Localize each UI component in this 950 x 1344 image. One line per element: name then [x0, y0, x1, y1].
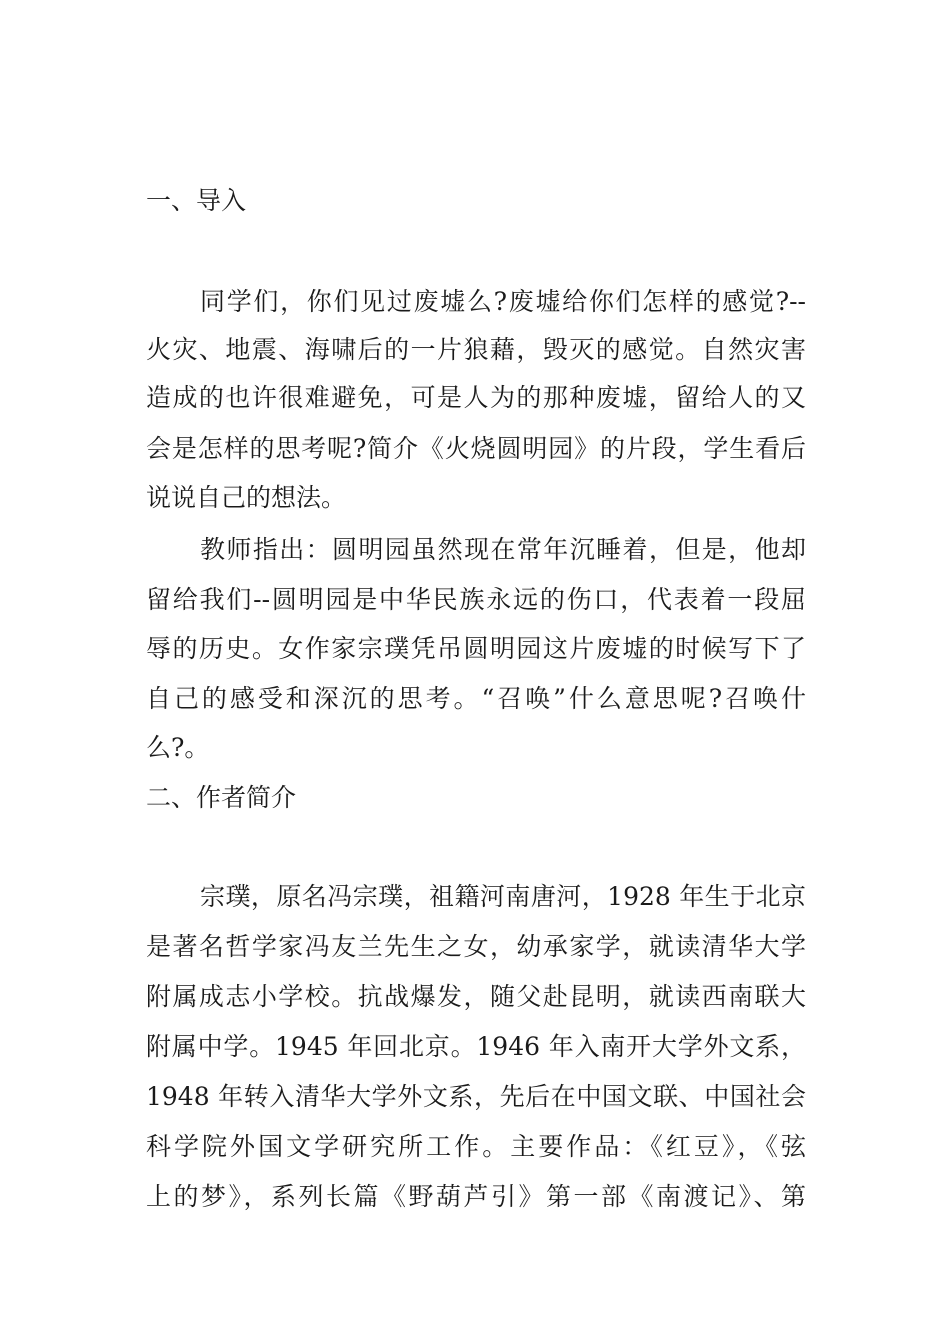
paragraph-line: 火灾、地震、海啸后的一片狼藉，毁灭的感觉。自然灾害	[146, 335, 806, 364]
paragraph-line: 上的梦》，系列长篇《野葫芦引》第一部《南渡记》、第	[146, 1182, 806, 1211]
paragraph-line: 自己的感受和深沉的思考。“召唤”什么意思呢?召唤什	[146, 684, 806, 713]
paragraph-line: 1948 年转入清华大学外文系，先后在中国文联、中国社会	[146, 1082, 806, 1111]
paragraph-line: 说说自己的想法。	[146, 483, 347, 512]
paragraph-line: 是著名哲学家冯友兰先生之女，幼承家学，就读清华大学	[146, 932, 806, 961]
paragraph-line: 附属中学。1945 年回北京。1946 年入南开大学外文系，	[146, 1032, 806, 1061]
section-heading-intro: 一、导入	[146, 186, 247, 215]
paragraph-line: 教师指出：圆明园虽然现在常年沉睡着，但是，他却	[200, 535, 806, 564]
paragraph-line: 辱的历史。女作家宗璞凭吊圆明园这片废墟的时候写下了	[146, 634, 806, 663]
paragraph-line: 会是怎样的思考呢?简介《火烧圆明园》的片段，学生看后	[146, 434, 806, 463]
paragraph-line: 留给我们--圆明园是中华民族永远的伤口，代表着一段屈	[146, 585, 806, 614]
paragraph-line: 宗璞，原名冯宗璞，祖籍河南唐河，1928 年生于北京	[200, 882, 806, 911]
paragraph-line: 科学院外国文学研究所工作。主要作品：《红豆》，《弦	[146, 1132, 806, 1161]
paragraph-line: 附属成志小学校。抗战爆发，随父赴昆明，就读西南联大	[146, 982, 806, 1011]
paragraph-line: 同学们，你们见过废墟么?废墟给你们怎样的感觉?--	[200, 287, 806, 316]
section-heading-author: 二、作者简介	[146, 783, 297, 812]
paragraph-line: 造成的也许很难避免，可是人为的那种废墟，留给人的又	[146, 383, 806, 412]
paragraph-line: 么?。	[146, 733, 210, 762]
